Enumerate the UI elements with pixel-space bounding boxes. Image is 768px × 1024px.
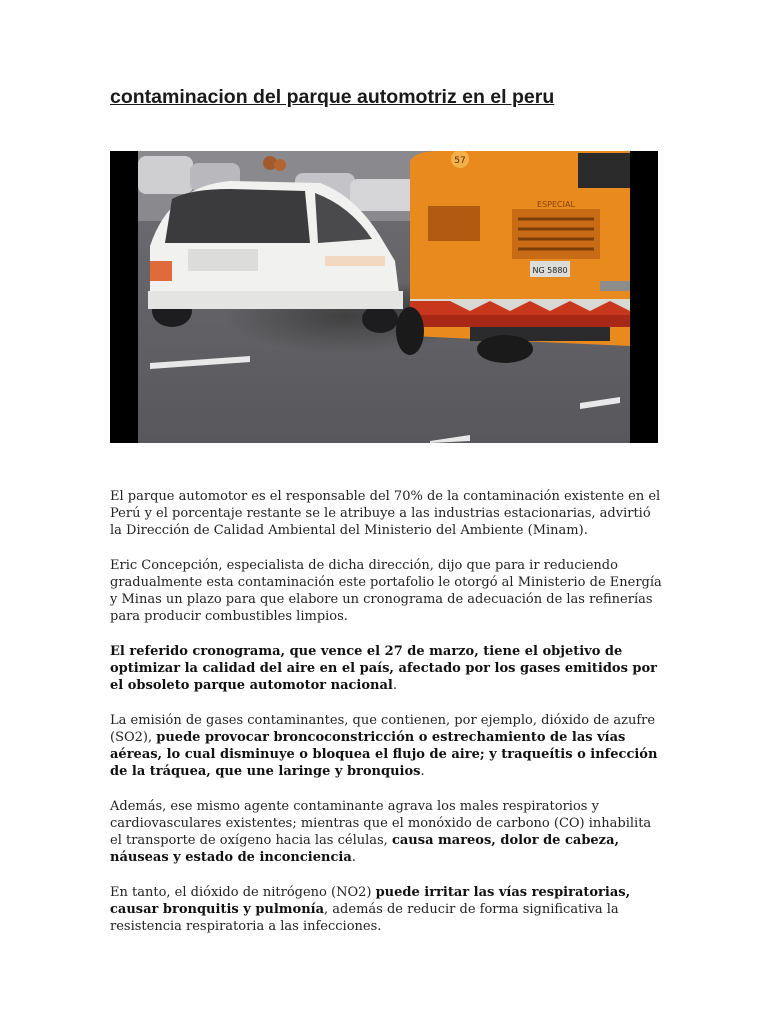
- orange-bus: [396, 151, 630, 363]
- paragraph: [110, 488, 662, 539]
- paragraph-bold-text: puede provocar broncoconstricción o estrechamiento de las vías aéreas, lo cual disminuye o bloquea el flujo de aire; y traqueítis o infección de la tráquea, que une laringe y bronquios: [110, 730, 658, 779]
- paragraph-text: Eric Concepción, especialista de dicha dirección, dijo que para ir reduciendo gradualmente esta contaminación este portafolio le otorgó al Ministerio de Energía y Minas un plazo para que elabore un cronograma de adecuación de las refinerías para producir combustibles limpios.: [110, 558, 662, 624]
- street-traffic-photo: [110, 151, 658, 443]
- bus-grille-text: ESPECIAL: [537, 200, 575, 209]
- paragraph-text: Además, ese mismo agente contaminante agrava los males respiratorios y cardiovasculares existentes; mientras que el monóxido de carbono (CO) inhabilita el transporte de oxígeno hacia las células,: [110, 799, 652, 848]
- paragraph: [110, 643, 662, 694]
- bus-number: 57: [454, 156, 466, 166]
- paragraph-text: .: [351, 850, 356, 865]
- paragraph-text: El parque automotor es el responsable del 70% de la contaminación existente en el Perú y el porcentaje restante se le atribuye a las industrias estacionarias, advirtió la Dirección de Calidad Ambiental del Ministerio del Ambiente (Minam).: [110, 489, 661, 538]
- paragraph: [110, 884, 662, 935]
- document-title: contaminacion del parque automotriz en el peru: [110, 86, 555, 108]
- paragraph-bold-text: El referido cronograma, que vence el 27 de marzo, tiene el objetivo de optimizar la calidad del aire en el país, afectado por los gases emitidos por el obsoleto parque automotor nacional: [110, 644, 658, 693]
- paragraph: [110, 557, 662, 625]
- paragraph-text: En tanto, el dióxido de nitrógeno (NO2): [110, 885, 376, 900]
- paragraph-text: .: [392, 678, 397, 693]
- background-car: [138, 156, 193, 194]
- paragraph-text: , además de reducir de forma significativa la resistencia respiratoria a las infecciones.: [110, 902, 619, 934]
- article-body: [110, 488, 662, 953]
- paragraph-text: .: [420, 764, 425, 779]
- photo-illustration: [110, 151, 658, 443]
- bus-plate: NG 5880: [532, 266, 568, 275]
- paragraph: [110, 712, 662, 780]
- paragraph-text: La emisión de gases contaminantes, que contienen, por ejemplo, dióxido de azufre (SO2),: [110, 713, 656, 745]
- paragraph: [110, 798, 662, 866]
- paragraph-bold-text: puede irritar las vías respiratorias, causar bronquitis y pulmonía: [110, 885, 631, 917]
- paragraph-bold-text: causa mareos, dolor de cabeza, náuseas y estado de inconciencia: [110, 833, 620, 865]
